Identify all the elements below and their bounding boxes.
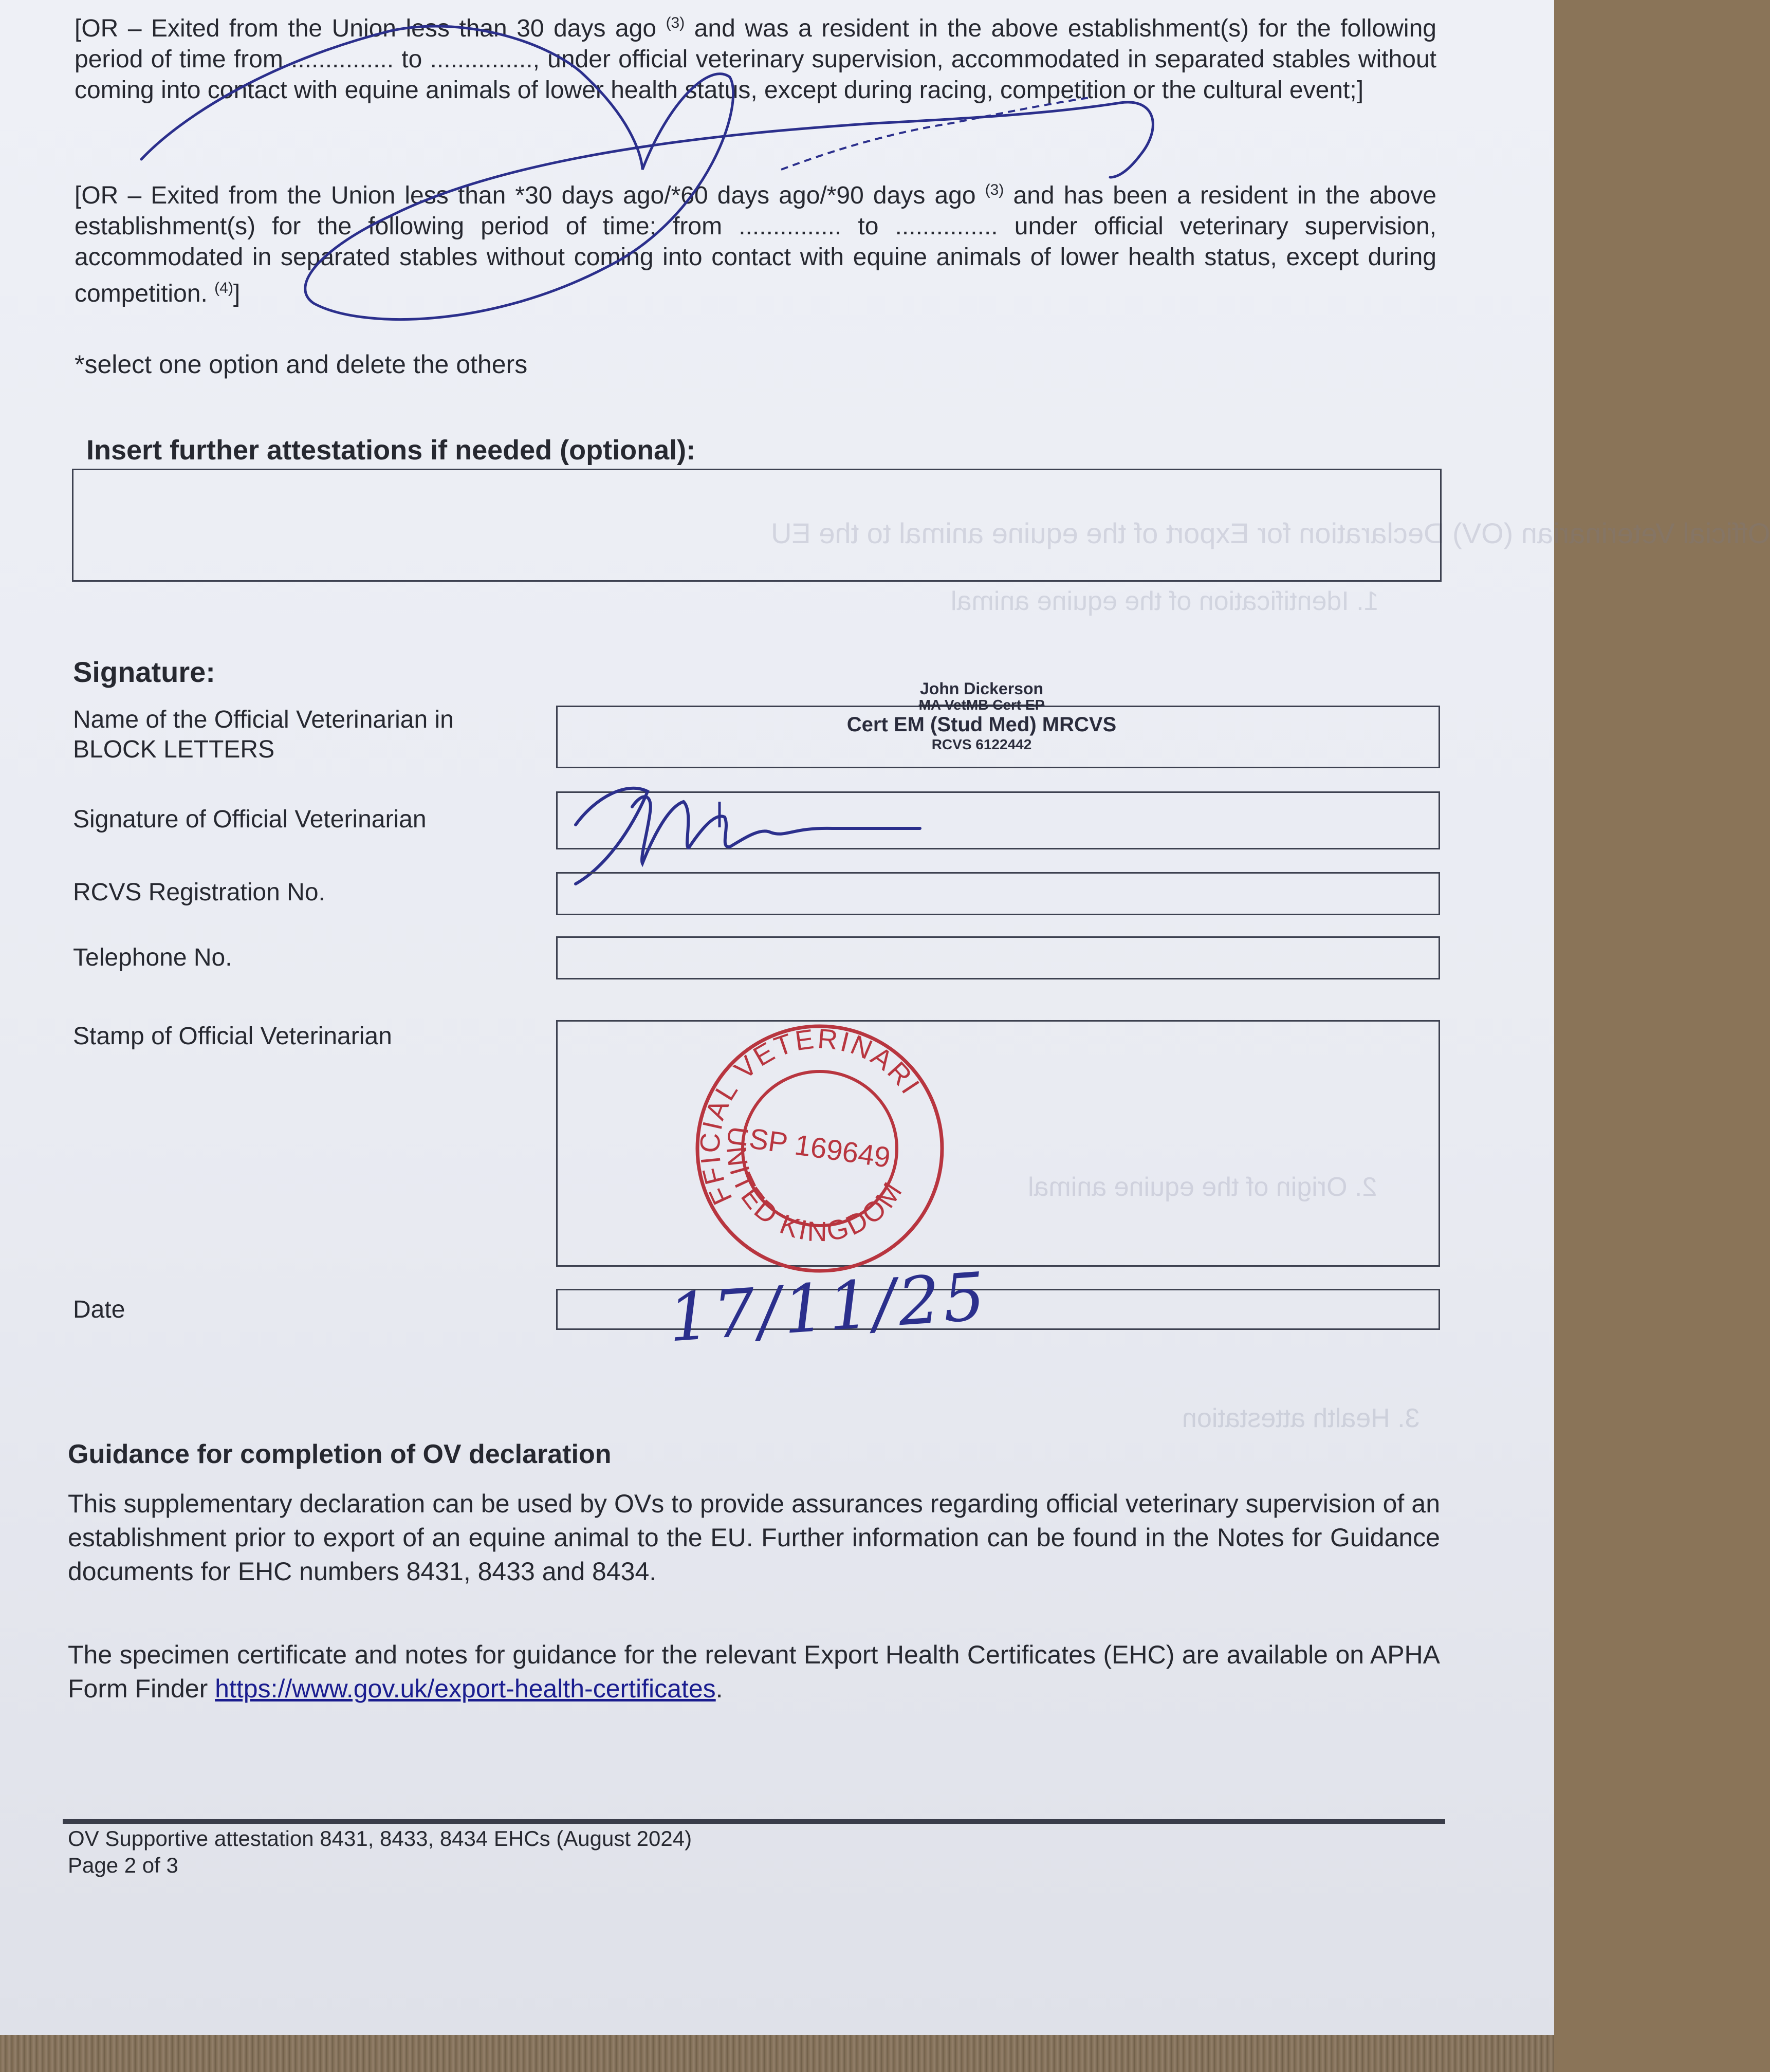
name-stamp <box>802 679 1161 752</box>
telephone-label: Telephone No. <box>73 944 232 971</box>
official-veterinarian-stamp <box>628 1020 948 1277</box>
background-surface <box>0 2035 1554 2072</box>
rcvs-label: RCVS Registration No. <box>73 879 325 906</box>
footer-divider <box>63 1819 1445 1824</box>
guidance-paragraph: This supplementary declaration can be used by OVs to provide assurances regarding official veterinary supervision of an establishment prior to export of an equine animal to the EU. Further information can be found in the Notes for Guidance documents for EHC numbers 8431, 8433 and 8434. <box>68 1489 1440 1586</box>
show-through-text: 1. Identification of the equine animal <box>951 586 1379 616</box>
signature-label: Signature of Official Veterinarian <box>73 806 427 833</box>
name-stamp-line: Cert EM (Stud Med) MRCVS <box>846 713 1117 736</box>
telephone-field[interactable] <box>556 936 1440 979</box>
attestations-heading: Insert further attestations if needed (optional): <box>86 435 696 466</box>
export-health-certificates-link[interactable]: https://www.gov.uk/export-health-certificates <box>215 1674 716 1703</box>
stamp-ring-bottom-text: UNITED KINGDOM <box>720 1124 909 1248</box>
attestations-field[interactable] <box>72 469 1442 582</box>
stamp-number: SP 169649 <box>747 1122 893 1174</box>
guidance-paragraph-links: The specimen certificate and notes for guidance for the relevant Export Health Certificates (EHC) are available on APHA Form Finder https://www.gov.uk/export-health-certificates. <box>68 1640 1440 1703</box>
crossout-scribble <box>0 0 1554 360</box>
signature-heading: Signature: <box>73 656 215 688</box>
show-through-text: 3. Health attestation <box>1182 1403 1420 1433</box>
stamp-field[interactable] <box>556 1020 1440 1267</box>
attestation-option-30-days: [OR – Exited from the Union less than 30 days ago $^{(3)}$ and was a resident in the above establishment(s) for the following period of time from ............... to ..............., under official veterinary supervision, accommodated in separated stables without coming into contact with equine animals of lower health status, except during racing, competition or the cultural event;] <box>75 14 1436 104</box>
name-stamp-line: MA VetMB Cert EP <box>918 697 1045 713</box>
select-option-note: *select one option and delete the others <box>75 350 528 379</box>
show-through-text: 2. Origin of the equine animal <box>1028 1172 1377 1202</box>
handwritten-date: 17/11/25 <box>666 1258 991 1357</box>
guidance-heading: Guidance for completion of OV declaration <box>68 1439 612 1469</box>
rcvs-field[interactable] <box>556 872 1440 915</box>
stamp-ring-top-text: OFFICIAL VETERINARIAN <box>628 1023 927 1210</box>
page-number: Page 2 of 3 <box>68 1853 178 1877</box>
attestation-option-30-60-90-days: [OR – Exited from the Union less than *30 days ago/*60 days ago/*90 days ago $^{(3)}$ and has been a resident in the above establishment(s) for the following period of time; from ............... to ............... under official veterinary supervision, accommodated in separated stables without coming into contact with equine animals of lower health status, except during competition. $^{(4)}$] <box>75 181 1436 307</box>
name-label: Name of the Official Veterinarian in BLOCK LETTERS <box>73 706 454 763</box>
footer-reference: OV Supportive attestation 8431, 8433, 8434 EHCs (August 2024) <box>68 1826 692 1851</box>
show-through-text: Official Veterinarian (OV) Declaration for Export of the equine animal to the EU <box>771 517 1770 549</box>
stamp-label: Stamp of Official Veterinarian <box>73 1023 392 1050</box>
date-label: Date <box>73 1296 125 1323</box>
name-stamp-line: John Dickerson <box>919 679 1044 698</box>
name-stamp-line: RCVS 6122442 <box>931 736 1032 752</box>
